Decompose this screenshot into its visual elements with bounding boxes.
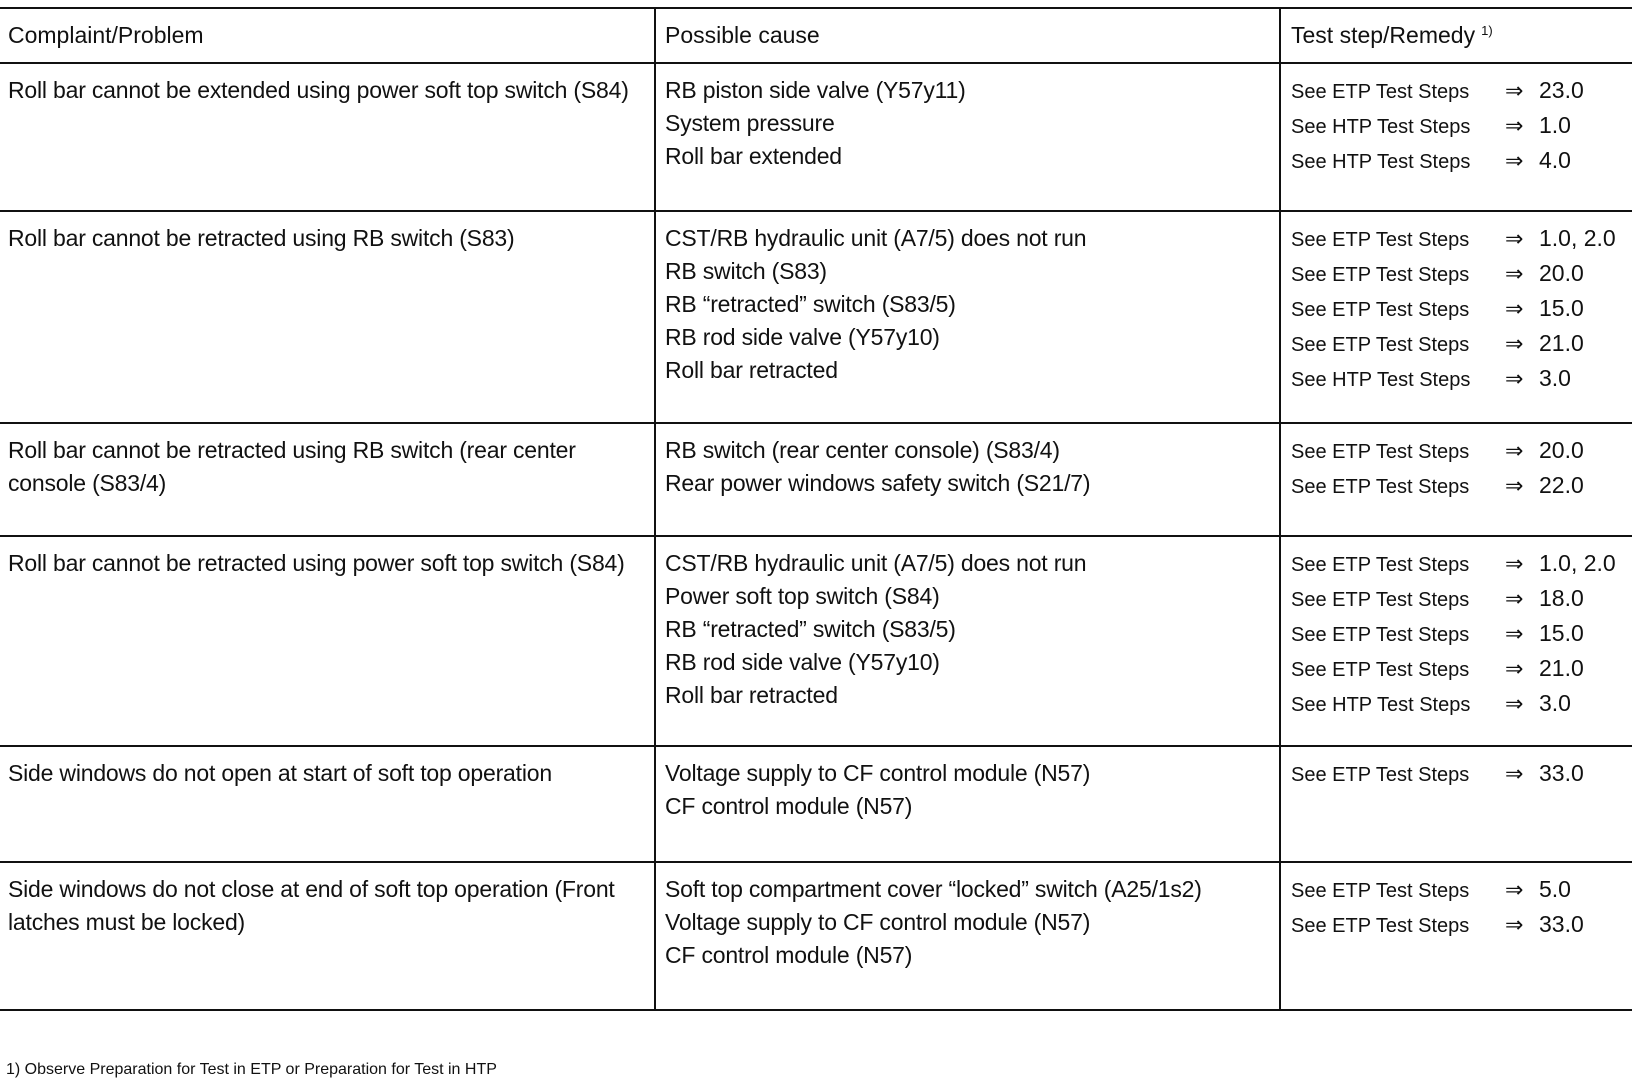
remedy-cell xyxy=(1280,423,1632,536)
cause-line: Roll bar retracted xyxy=(665,357,838,383)
test-step-reference: 4.0 xyxy=(1539,147,1571,173)
cause-cell xyxy=(655,211,1280,423)
table-row xyxy=(0,211,1632,423)
double-arrow-right-icon: ⇒ xyxy=(1505,367,1524,392)
remedy-text: See ETP Test Steps xyxy=(1291,659,1470,681)
column-header-cause-label: Possible cause xyxy=(665,22,820,48)
cause-cell xyxy=(655,536,1280,746)
cause-line: RB rod side valve (Y57y10) xyxy=(665,324,940,350)
test-step-reference: 15.0 xyxy=(1539,295,1584,321)
footnote-marker: 1) xyxy=(1481,23,1493,38)
remedy-line xyxy=(1291,74,1626,109)
double-arrow-right-icon: ⇒ xyxy=(1505,332,1524,357)
table-row xyxy=(0,63,1632,211)
test-step-reference: 3.0 xyxy=(1539,365,1571,391)
remedy-line xyxy=(1291,469,1626,504)
remedy-line xyxy=(1291,434,1626,469)
cause-cell xyxy=(655,746,1280,862)
remedy-line xyxy=(1291,222,1626,257)
remedy-text: See ETP Test Steps xyxy=(1291,915,1470,937)
remedy-line xyxy=(1291,652,1626,687)
test-step-reference: 5.0 xyxy=(1539,876,1571,902)
remedy-cell xyxy=(1280,862,1632,1010)
double-arrow-right-icon: ⇒ xyxy=(1505,622,1524,647)
remedy-text: See ETP Test Steps xyxy=(1291,589,1470,611)
complaint-cell: Side windows do not close at end of soft top operation (Front latches must be locked) xyxy=(8,876,615,935)
cause-line: Roll bar retracted xyxy=(665,682,838,708)
test-step-reference: 15.0 xyxy=(1539,620,1584,646)
remedy-line xyxy=(1291,292,1626,327)
column-header-remedy xyxy=(1280,8,1632,63)
test-step-reference: 18.0 xyxy=(1539,585,1584,611)
cause-line: Power soft top switch (S84) xyxy=(665,583,940,609)
remedy-line xyxy=(1291,109,1626,144)
test-step-reference: 21.0 xyxy=(1539,330,1584,356)
double-arrow-right-icon: ⇒ xyxy=(1505,587,1524,612)
complaint-cell: Roll bar cannot be retracted using RB switch (rear center console (S83/4) xyxy=(8,437,576,496)
remedy-text: See HTP Test Steps xyxy=(1291,116,1471,138)
remedy-text: See ETP Test Steps xyxy=(1291,81,1470,103)
remedy-line xyxy=(1291,144,1626,179)
column-header-complaint xyxy=(0,8,655,63)
complaint-cell: Side windows do not open at start of soft top operation xyxy=(8,760,552,786)
remedy-line xyxy=(1291,362,1626,397)
remedy-cell xyxy=(1280,211,1632,423)
remedy-line xyxy=(1291,257,1626,292)
test-step-reference: 1.0 xyxy=(1539,112,1571,138)
table-body xyxy=(0,63,1632,1010)
remedy-line xyxy=(1291,617,1626,652)
column-header-cause xyxy=(655,8,1280,63)
double-arrow-right-icon: ⇒ xyxy=(1505,149,1524,174)
double-arrow-right-icon: ⇒ xyxy=(1505,262,1524,287)
cause-line: CST/RB hydraulic unit (A7/5) does not run xyxy=(665,225,1087,251)
remedy-line xyxy=(1291,547,1626,582)
test-step-reference: 22.0 xyxy=(1539,472,1584,498)
test-step-reference: 33.0 xyxy=(1539,760,1584,786)
remedy-text: See HTP Test Steps xyxy=(1291,694,1471,716)
cause-line: CST/RB hydraulic unit (A7/5) does not run xyxy=(665,550,1087,576)
cause-line: RB rod side valve (Y57y10) xyxy=(665,649,940,675)
cause-line: Voltage supply to CF control module (N57) xyxy=(665,909,1091,935)
complaint-cell: Roll bar cannot be extended using power soft top switch (S84) xyxy=(8,77,629,103)
table-header-row xyxy=(0,8,1632,63)
remedy-cell xyxy=(1280,63,1632,211)
test-step-reference: 1.0, 2.0 xyxy=(1539,225,1616,251)
double-arrow-right-icon: ⇒ xyxy=(1505,552,1524,577)
remedy-text: See ETP Test Steps xyxy=(1291,880,1470,902)
test-step-reference: 23.0 xyxy=(1539,77,1584,103)
cause-line: Roll bar extended xyxy=(665,143,842,169)
double-arrow-right-icon: ⇒ xyxy=(1505,913,1524,938)
remedy-text: See ETP Test Steps xyxy=(1291,476,1470,498)
test-step-reference: 33.0 xyxy=(1539,911,1584,937)
footnote: 1) Observe Preparation for Test in ETP or Preparation for Test in HTP xyxy=(6,1061,497,1078)
column-header-remedy-label: Test step/Remedy xyxy=(1291,22,1476,48)
test-step-reference: 1.0, 2.0 xyxy=(1539,550,1616,576)
column-header-complaint-label: Complaint/Problem xyxy=(8,22,204,48)
double-arrow-right-icon: ⇒ xyxy=(1505,439,1524,464)
table-row xyxy=(0,536,1632,746)
remedy-text: See ETP Test Steps xyxy=(1291,334,1470,356)
remedy-text: See ETP Test Steps xyxy=(1291,264,1470,286)
cause-line: RB “retracted” switch (S83/5) xyxy=(665,291,956,317)
remedy-cell xyxy=(1280,536,1632,746)
test-step-reference: 3.0 xyxy=(1539,690,1571,716)
cause-line: Soft top compartment cover “locked” switch (A25/1s2) xyxy=(665,876,1202,902)
cause-line: RB switch (S83) xyxy=(665,258,827,284)
double-arrow-right-icon: ⇒ xyxy=(1505,762,1524,787)
double-arrow-right-icon: ⇒ xyxy=(1505,79,1524,104)
remedy-text: See ETP Test Steps xyxy=(1291,764,1470,786)
cause-line: System pressure xyxy=(665,110,835,136)
cause-line: CF control module (N57) xyxy=(665,793,913,819)
remedy-line xyxy=(1291,687,1626,722)
remedy-text: See ETP Test Steps xyxy=(1291,229,1470,251)
troubleshooting-table xyxy=(0,7,1632,1011)
cause-line: RB switch (rear center console) (S83/4) xyxy=(665,437,1060,463)
double-arrow-right-icon: ⇒ xyxy=(1505,692,1524,717)
cause-cell xyxy=(655,423,1280,536)
remedy-line xyxy=(1291,908,1626,943)
remedy-text: See ETP Test Steps xyxy=(1291,624,1470,646)
table-row xyxy=(0,746,1632,862)
double-arrow-right-icon: ⇒ xyxy=(1505,114,1524,139)
cause-cell xyxy=(655,862,1280,1010)
remedy-cell xyxy=(1280,746,1632,862)
remedy-line xyxy=(1291,757,1626,792)
double-arrow-right-icon: ⇒ xyxy=(1505,227,1524,252)
cause-line: Voltage supply to CF control module (N57) xyxy=(665,760,1091,786)
remedy-text: See HTP Test Steps xyxy=(1291,151,1471,173)
double-arrow-right-icon: ⇒ xyxy=(1505,297,1524,322)
remedy-text: See ETP Test Steps xyxy=(1291,441,1470,463)
double-arrow-right-icon: ⇒ xyxy=(1505,657,1524,682)
cause-line: CF control module (N57) xyxy=(665,942,913,968)
remedy-text: See ETP Test Steps xyxy=(1291,299,1470,321)
table-row xyxy=(0,423,1632,536)
remedy-text: See ETP Test Steps xyxy=(1291,554,1470,576)
remedy-text: See HTP Test Steps xyxy=(1291,369,1471,391)
test-step-reference: 20.0 xyxy=(1539,437,1584,463)
cause-line: Rear power windows safety switch (S21/7) xyxy=(665,470,1091,496)
complaint-cell: Roll bar cannot be retracted using RB switch (S83) xyxy=(8,225,515,251)
complaint-cell: Roll bar cannot be retracted using power soft top switch (S84) xyxy=(8,550,625,576)
test-step-reference: 20.0 xyxy=(1539,260,1584,286)
double-arrow-right-icon: ⇒ xyxy=(1505,474,1524,499)
cause-cell xyxy=(655,63,1280,211)
test-step-reference: 21.0 xyxy=(1539,655,1584,681)
remedy-line xyxy=(1291,582,1626,617)
double-arrow-right-icon: ⇒ xyxy=(1505,878,1524,903)
cause-line: RB piston side valve (Y57y11) xyxy=(665,77,966,103)
cause-line: RB “retracted” switch (S83/5) xyxy=(665,616,956,642)
remedy-line xyxy=(1291,873,1626,908)
remedy-line xyxy=(1291,327,1626,362)
table-row xyxy=(0,862,1632,1010)
